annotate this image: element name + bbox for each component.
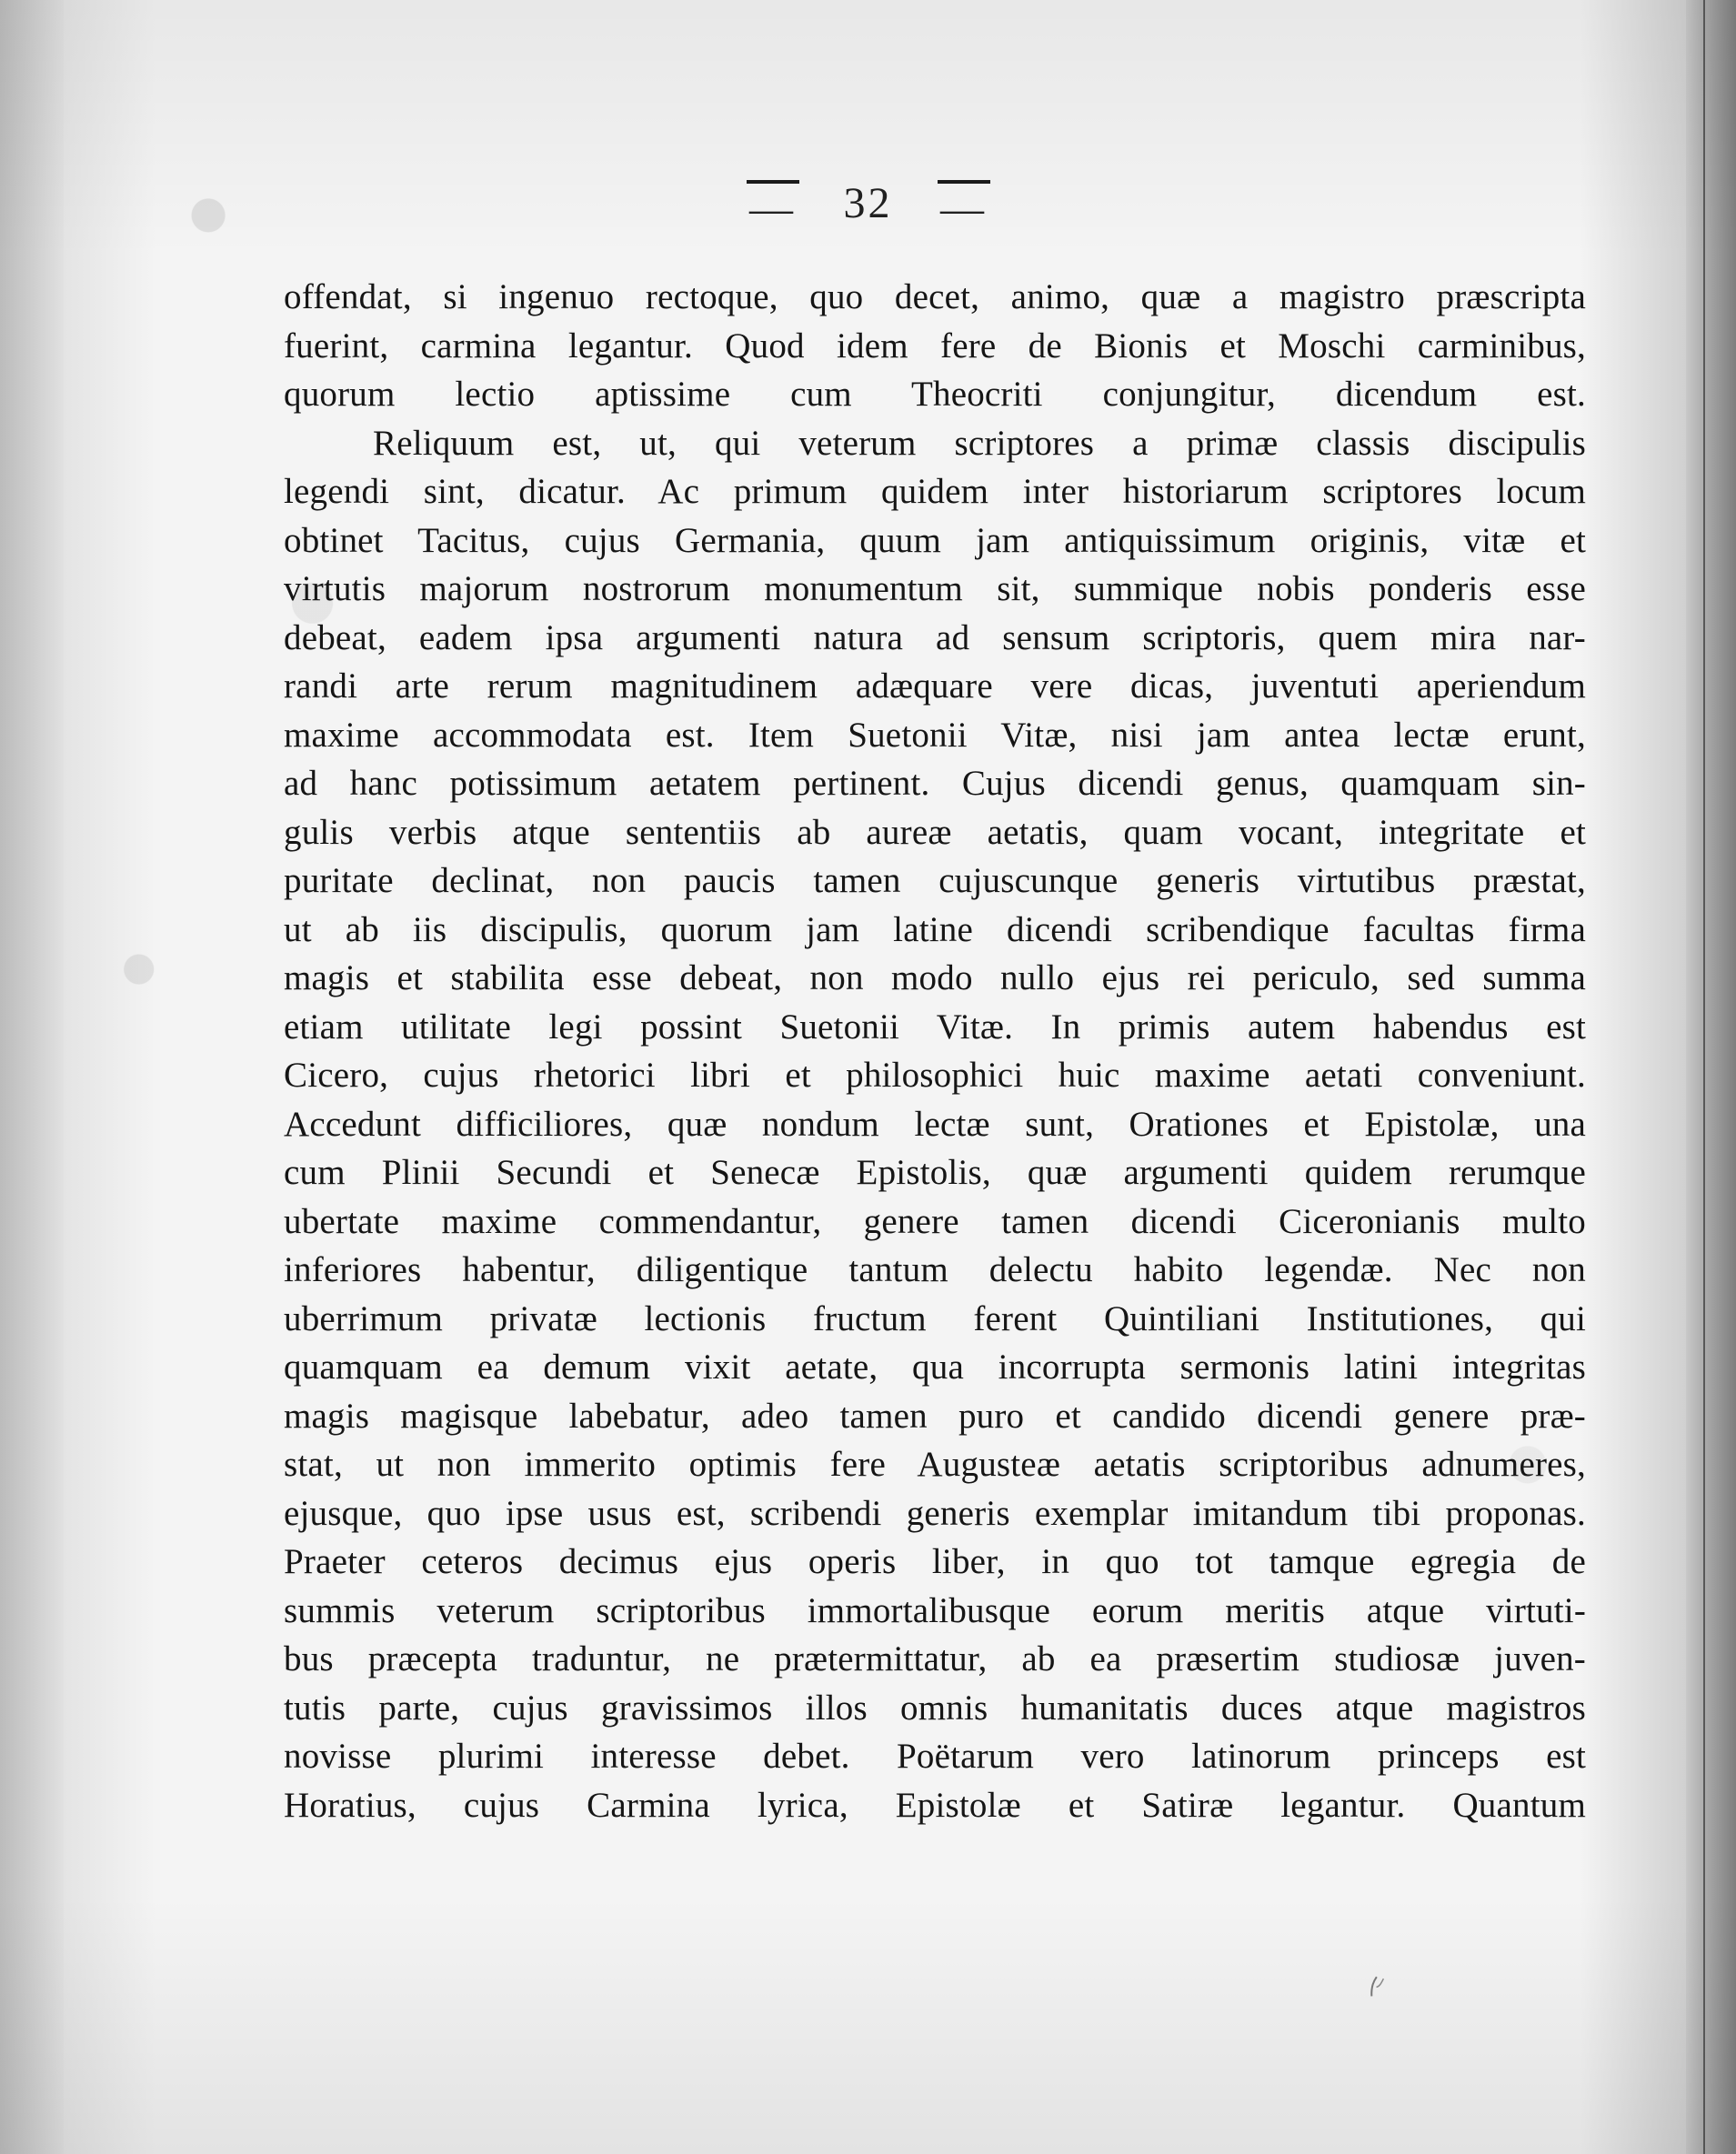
text-line-18: Accedunt difficiliores, quæ nondum lectæ sunt, Orationes et Epistolæ, una [284,1104,1586,1144]
text-line-8: debeat, eadem ipsa argumenti natura ad sensum scriptoris, quem mira nar- [284,617,1586,657]
text-line-19: cum Plinii Secundi et Senecæ Epistolis, quæ argumenti quidem rerumque [284,1153,1586,1192]
text-line-7: virtutis majorum nostrorum monumentum sit, summique nobis ponderis esse [284,569,1586,608]
text-line-12: gulis verbis atque sententiis ab aureæ aetatis, quam vocant, integritate et [284,812,1586,852]
text-line-5: legendi sint, dicatur. Ac primum quidem inter historiarum scriptores locum [284,472,1586,511]
header-right-dash: — [938,180,990,234]
page-number-header [0,178,1736,234]
text-line-14: ut ab iis discipulis, quorum jam latine dicendi scribendique facultas firma [284,909,1586,949]
text-line-27: Praeter ceteros decimus ejus operis liber, in quo tot tamque egregia de [284,1542,1586,1581]
text-line-26: ejusque, quo ipse usus est, scribendi generis exemplar imitandum tibi proponas. [284,1493,1586,1533]
text-line-9: randi arte rerum magnitudinem adæquare vere dicas, juventuti aperiendum [284,666,1586,706]
text-line-15: magis et stabilita esse debeat, non modo nullo ejus rei periculo, sed summa [284,958,1586,997]
header-left-dash: — [747,180,799,234]
right-binding-shadow [1686,0,1736,2154]
text-line-30: tutis parte, cujus gravissimos illos omnis humanitatis duces atque magistros [284,1688,1586,1728]
small-ink-mark-icon [1360,1969,1393,2002]
text-line-4: Reliquum est, ut, qui veterum scriptores a primæ classis discipulis [373,423,1586,463]
text-line-2 [284,322,1586,371]
text-line-10: maxime accommodata est. Item Suetonii Vitæ, nisi jam antea lectæ erunt, [284,715,1586,755]
text-line-17: Cicero, cujus rhetorici libri et philosophici huic maxime aetati conveniunt. [284,1056,1586,1095]
text-line-29: bus præcepta traduntur, ne prætermittatur, ab ea præsertim studiosæ juven- [284,1639,1586,1678]
text-line-16: etiam utilitate legi possint Suetonii Vitæ. In primis autem habendus est [284,1007,1586,1047]
text-line-20: ubertate maxime commendantur, genere tamen dicendi Ciceronianis multo [284,1201,1586,1241]
text-line-6: obtinet Tacitus, cujus Germania, quum jam antiquissimum originis, vitæ et [284,520,1586,560]
text-line-2-content: fuerint, carmina legantur. Quod idem fere de Bionis et Moschi carminibus, [284,326,1586,366]
text-line-11: ad hanc potissimum aetatem pertinent. Cujus dicendi genus, quamquam sin- [284,764,1586,803]
body-text [284,273,1586,1829]
text-line-3: quorum lectio aptissime cum Theocriti conjungitur, dicendum est. [284,375,1586,414]
left-paper-shadow [0,0,64,2154]
text-line-23: quamquam ea demum vixit aetate, qua incorrupta sermonis latini integritas [284,1348,1586,1387]
binding-edge [1703,0,1705,2154]
text-line-21: inferiores habentur, diligentique tantum delectu habito legendæ. Nec non [284,1250,1586,1289]
text-line-22: uberrimum privatæ lectionis fructum ferent Quintiliani Institutiones, qui [284,1298,1586,1338]
text-line-31: novisse plurimi interesse debet. Poëtarum vero latinorum princeps est [284,1737,1586,1776]
text-line-24: magis magisque labebatur, adeo tamen puro et candido dicendi genere præ- [284,1396,1586,1436]
text-line-28: summis veterum scriptoribus immortalibusque eorum meritis atque virtuti- [284,1590,1586,1630]
page-number: 32 [843,179,893,227]
text-line-25: stat, ut non immerito optimis fere Augusteæ aetatis scriptoribus adnumeres, [284,1445,1586,1484]
text-line-13: puritate declinat, non paucis tamen cujuscunque generis virtutibus præstat, [284,861,1586,900]
text-line-1: offendat, si ingenuo rectoque, quo decet, animo, quæ a magistro præscripta [284,277,1586,316]
text-line-32: Horatius, cujus Carmina lyrica, Epistolæ et Satiræ legantur. Quantum [284,1785,1586,1825]
